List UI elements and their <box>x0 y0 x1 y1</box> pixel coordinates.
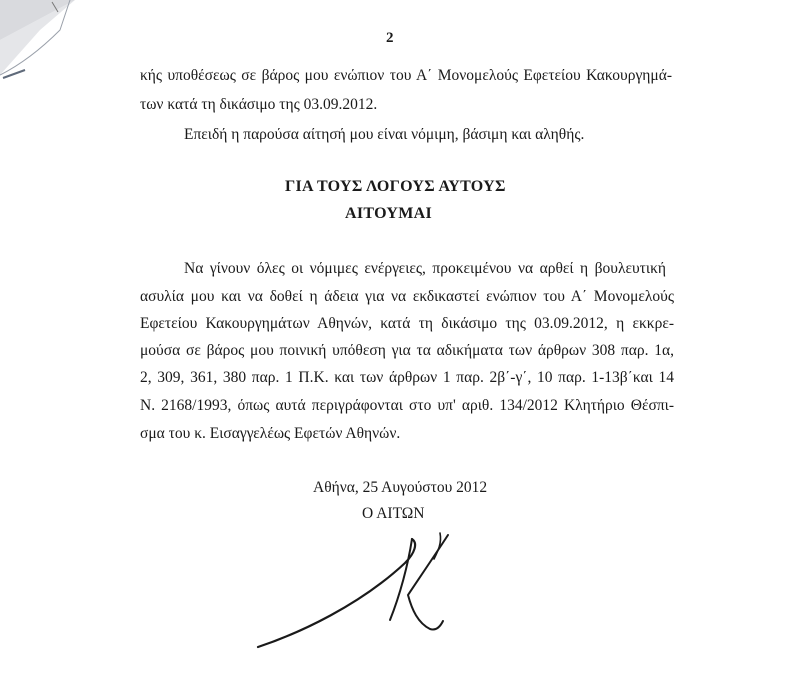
body-line: 2, 309, 361, 380 παρ. 1 Π.Κ. και των άρθρων 1 παρ. 2β΄-γ΄, 10 παρ. 1-13β΄και 14 <box>140 369 674 386</box>
place-date: Αθήνα, 25 Αυγούστου 2012 <box>313 479 488 496</box>
body-line: μούσα σε βάρος μου ποινική υπόθεση για τα αδικήματα των άρθρων 308 παρ. 1α, <box>140 342 674 359</box>
body-line: Ν. 2168/1993, όπως αυτά περιγράφονται στο υπ' αριθ. 134/2012 Κλητήριο Θέσπι- <box>140 397 674 414</box>
body-line: ασυλία μου και να δοθεί η άδεια για να εκδικαστεί ενώπιον του Α΄ Μονομελούς <box>140 288 674 305</box>
handwritten-signature <box>240 525 480 660</box>
intro-line-1: κής υποθέσεως σε βάρος μου ενώπιον του Α΄ Μονομελούς Εφετείου Κακουργημά- <box>140 67 672 84</box>
body-line: σμα του κ. Εισαγγελέως Εφετών Αθηνών. <box>140 425 401 442</box>
heading-reasons: ΓΙΑ ΤΟΥΣ ΛΟΓΟΥΣ ΑΥΤΟΥΣ <box>285 178 506 195</box>
intro-line-2: των κατά τη δικάσιμο της 03.09.2012. <box>140 96 378 113</box>
heading-request: ΑΙΤΟΥΜΑΙ <box>345 205 433 222</box>
page-number: 2 <box>386 30 394 46</box>
body-line: Να γίνουν όλες οι νόμιμες ενέργειες, προκειμένου να αρθεί η βουλευτική <box>184 260 666 277</box>
intro-line-3: Επειδή η παρούσα αίτησή μου είναι νόμιμη, βάσιμη και αληθής. <box>184 126 585 143</box>
signer-label: Ο ΑΙΤΩΝ <box>362 505 425 522</box>
body-line: Εφετείου Κακουργημάτων Αθηνών, κατά τη δικάσιμο της 03.09.2012, η εκκρε- <box>140 315 674 332</box>
